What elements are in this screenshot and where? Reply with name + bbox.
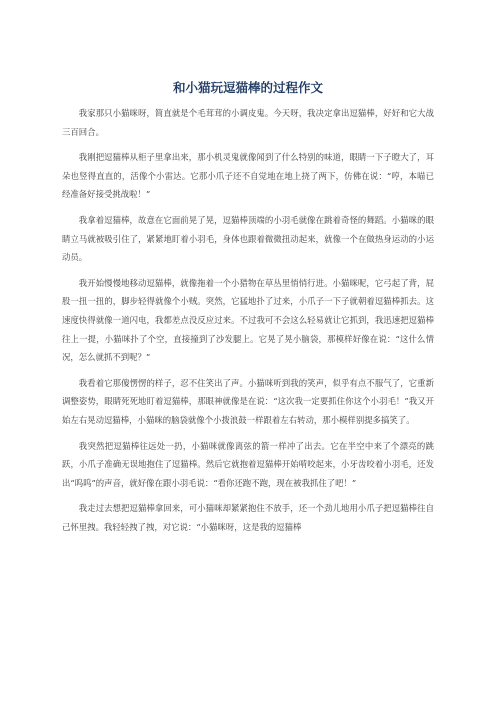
paragraph-1: 我家那只小猫咪呀，简直就是个毛茸茸的小调皮鬼。今天呀，我决定拿出逗猫棒，好好和它大战三百回合。 (62, 108, 434, 137)
document-title: 和小猫玩逗猫棒的过程作文 (172, 80, 323, 95)
paragraph-5: 我看着它那傻愣愣的样子，忍不住笑出了声。小猫咪听到我的笑声，似乎有点不服气了，它重新调整姿势，眼睛死死地盯着逗猫棒，那眼神就像是在说：“这次我一定要抓住你这个小羽毛！”我又开始左右晃动逗猫棒，小猫咪的脑袋就像个小拨浪鼓一样跟着左右转动，那小模样别提多搞笑了。 (62, 377, 434, 425)
paragraph-7: 我走过去想把逗猫棒拿回来，可小猫咪却紧紧抱住不放手，还一个劲儿地用小爪子把逗猫棒往自己怀里拽。我轻轻拽了拽，对它说：“小猫咪呀，这是我的逗猫棒 (62, 503, 434, 532)
paragraph-2: 我刚把逗猫棒从柜子里拿出来，那小机灵鬼就像闻到了什么特别的味道，眼睛一下子瞪大了，耳朵也竖得直直的，活像个小雷达。它那小爪子还不自觉地在地上挠了两下，仿佛在说：“哼，本喵已经准备好接受挑战啦！” (62, 152, 434, 200)
paragraph-4: 我开始慢慢地移动逗猫棒，就像拖着一个小猎物在草丛里悄悄行进。小猫咪呢，它弓起了背，屁股一扭一扭的，脚步轻得就像个小贼。突然，它猛地扑了过来，小爪子一下子就朝着逗猫棒抓去。这速度快得就像一道闪电，我都差点没反应过来。不过我可不会这么轻易就让它抓到，我迅速把逗猫棒往上一提，小猫咪扑了个空，直接撞到了沙发腿上。它晃了晃小脑袋，那模样好像在说：“这什么情况，怎么就抓不到呢？” (62, 277, 434, 363)
paragraph-3: 我拿着逗猫棒，故意在它面前晃了晃，逗猫棒顶端的小羽毛就像在跳着奇怪的舞蹈。小猫咪的眼睛立马就被吸引住了，紧紧地盯着小羽毛，身体也跟着微微扭动起来，就像一个在做热身运动的小运动员。 (62, 214, 434, 263)
paragraph-6: 我突然把逗猫棒往远处一扔，小猫咪就像离弦的箭一样冲了出去。它在半空中来了个漂亮的跳跃，小爪子准确无误地抱住了逗猫棒。然后它就抱着逗猫棒开始啃咬起来，小牙齿咬着小羽毛，还发出“呜呜”的声音，就好像在跟小羽毛说：“看你还跑不跑，现在被我抓住了吧！” (62, 440, 434, 488)
